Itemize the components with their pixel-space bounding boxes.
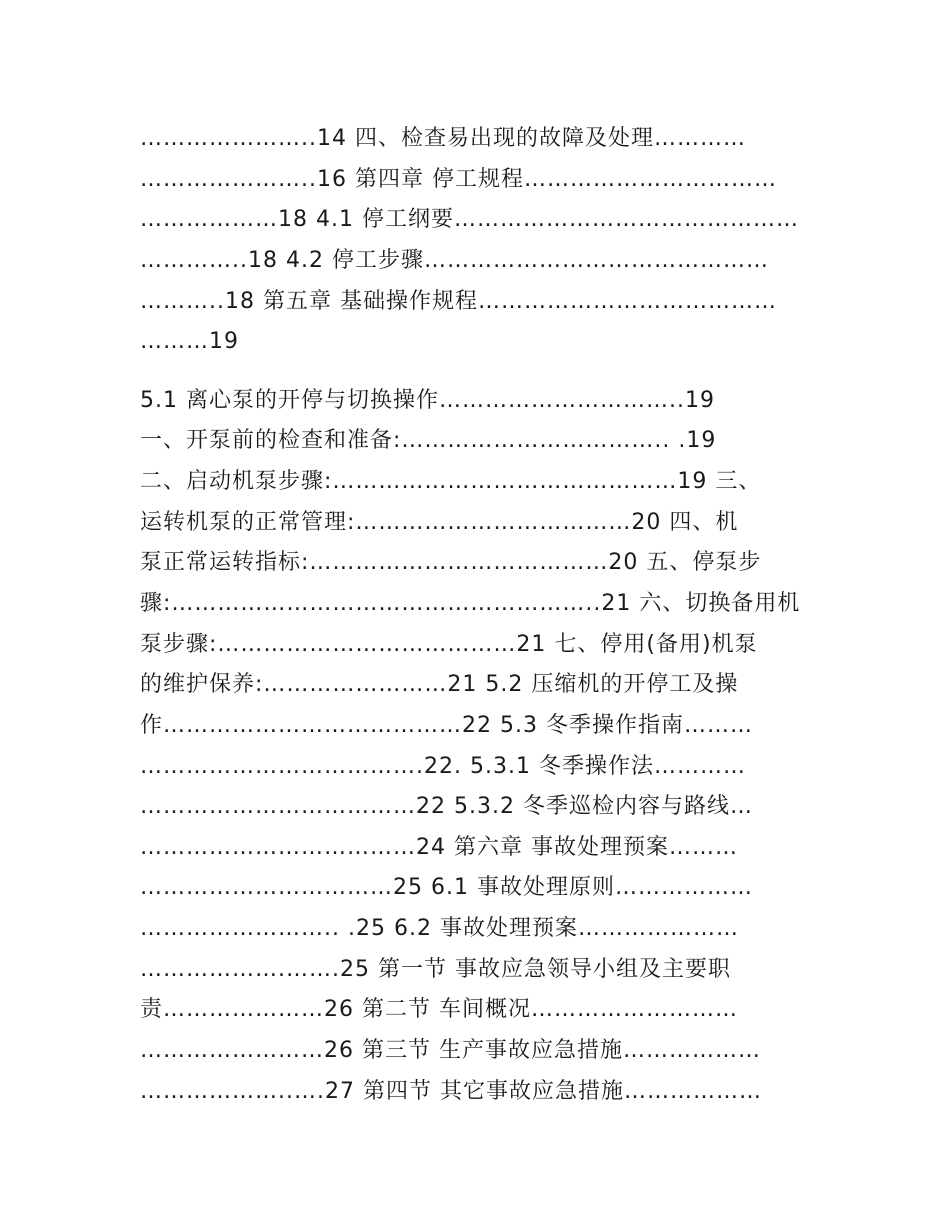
- toc-line: 5.1 离心泵的开停与切换操作…………………………..19: [140, 388, 715, 413]
- toc-line: 一、开泵前的检查和准备:…………………………….. .19: [140, 428, 717, 453]
- toc-line: …………………..16 第四章 停工规程……………………………: [140, 167, 777, 192]
- toc-line: ………..18 第五章 基础操作规程…………………………………: [140, 289, 777, 314]
- toc-line: ……………………………….22. 5.3.1 冬季操作法…………: [140, 754, 746, 779]
- toc-line: …………..18 4.2 停工步骤………………………………………: [140, 248, 769, 273]
- toc-line: 的维护保养:……………………21 5.2 压缩机的开停工及操: [140, 672, 739, 697]
- toc-line: ……………….…….25 第一节 事故应急领导小组及主要职: [140, 957, 731, 982]
- toc-line: 泵步骤:…………………………………21 七、停用(备用)机泵: [140, 632, 758, 657]
- toc-line: …………………..14 四、检查易出现的故障及处理…………: [140, 126, 746, 151]
- toc-line: …………………….. .25 6.2 事故处理预案…………………: [140, 916, 739, 941]
- toc-line: 运转机泵的正常管理:………………………………20 四、机: [140, 510, 739, 535]
- toc-line: ………………18 4.1 停工纲要………………………………………: [140, 207, 799, 232]
- toc-line: 骤:………………………………………………..21 六、切换备用机: [140, 591, 801, 616]
- toc-line: ……………………26 第三节 生产事故应急措施………………: [140, 1038, 761, 1063]
- toc-line: 责…………………26 第二节 车间概况………………………: [140, 997, 738, 1022]
- toc-line: ………………..….27 第四节 其它事故应急措施………………: [140, 1079, 762, 1104]
- toc-line: ………19: [140, 329, 239, 354]
- toc-line: 二、启动机泵步骤:………………………………………19 三、: [140, 469, 762, 494]
- toc-line: ………………………………22 5.3.2 冬季巡检内容与路线…: [140, 794, 753, 819]
- toc-line: ………………………………24 第六章 事故处理预案………: [140, 835, 738, 860]
- toc-line: 泵正常运转指标:…………………………………20 五、停泵步: [140, 550, 762, 575]
- toc-line: 作…………………………………22 5.3 冬季操作指南………: [140, 713, 753, 738]
- toc-line: ……………………………25 6.1 事故处理原则………………: [140, 875, 753, 900]
